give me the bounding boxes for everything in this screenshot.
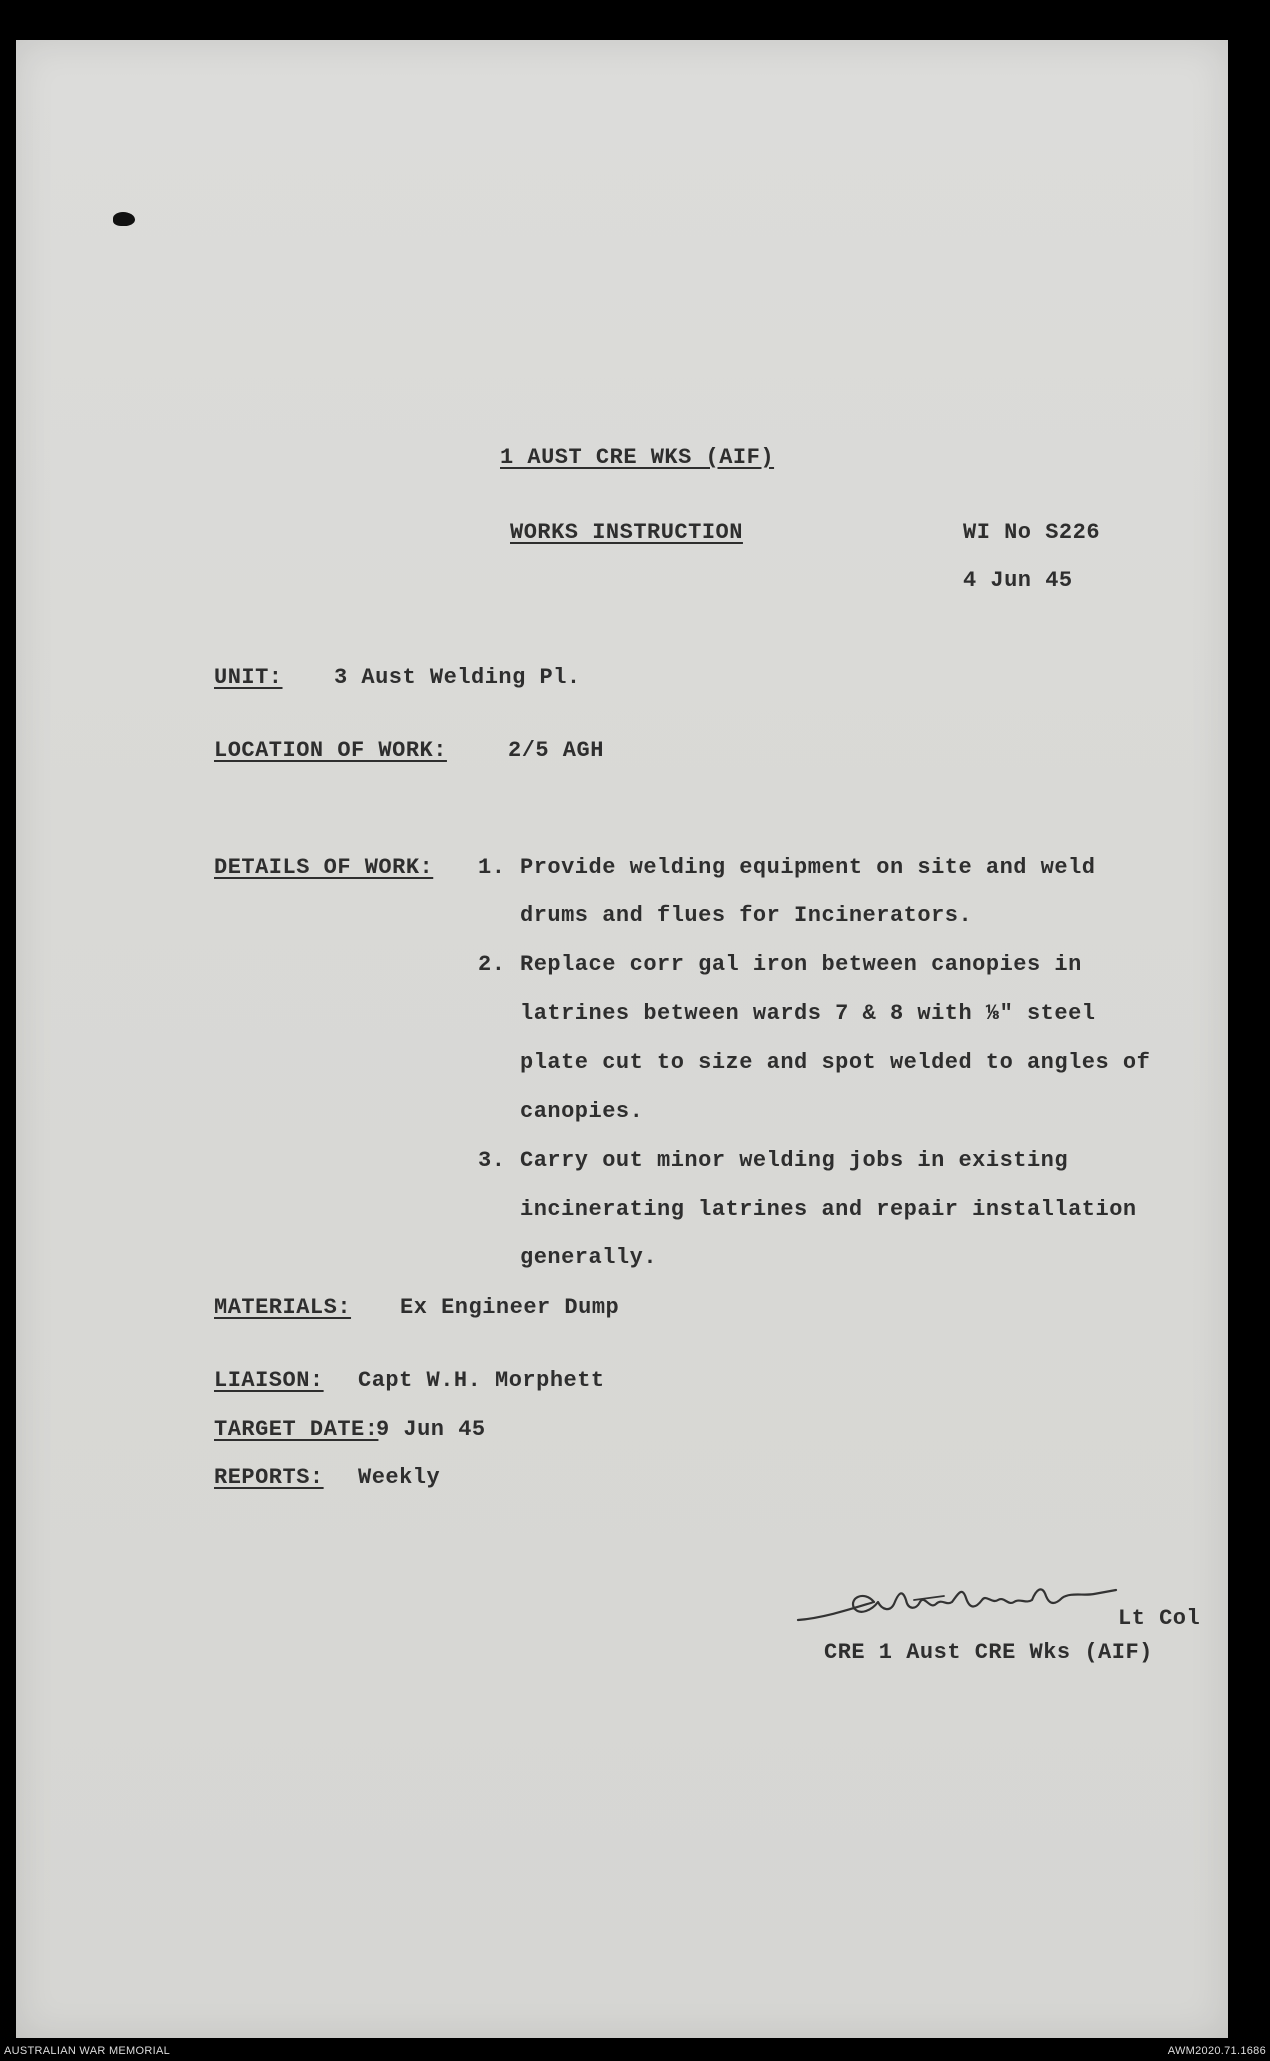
detail-item-line: generally. [520, 1245, 658, 1270]
detail-item-line: plate cut to size and spot welded to angles of [520, 1050, 1151, 1075]
reports-label: REPORTS: [214, 1465, 324, 1490]
detail-item-line: Carry out minor welding jobs in existing [520, 1148, 1069, 1173]
location-label: LOCATION OF WORK: [214, 738, 447, 763]
handwritten-signature [794, 1580, 1124, 1630]
detail-item-number: 1. [478, 855, 506, 880]
liaison-label: LIAISON: [214, 1368, 324, 1393]
detail-item-line: latrines between wards 7 & 8 with ⅛" steel [520, 1001, 1096, 1026]
detail-item-number: 2. [478, 952, 506, 977]
detail-item-line: incinerating latrines and repair installation [520, 1197, 1137, 1222]
reports-value: Weekly [358, 1465, 441, 1490]
footer-source: AUSTRALIAN WAR MEMORIAL [4, 2045, 171, 2057]
location-value: 2/5 AGH [508, 738, 604, 763]
detail-item-line: drums and flues for Incinerators. [520, 903, 973, 928]
detail-item-number: 3. [478, 1148, 506, 1173]
detail-item-line: canopies. [520, 1099, 644, 1124]
detail-item-line: Provide welding equipment on site and weld [520, 855, 1096, 880]
liaison-value: Capt W.H. Morphett [358, 1368, 605, 1393]
unit-label: UNIT: [214, 665, 283, 690]
materials-value: Ex Engineer Dump [400, 1295, 620, 1320]
details-label: DETAILS OF WORK: [214, 855, 434, 880]
target-date-value: 9 Jun 45 [376, 1417, 486, 1442]
unit-value: 3 Aust Welding Pl. [334, 665, 581, 690]
org-heading: 1 AUST CRE WKS (AIF) [500, 445, 775, 470]
signatory-rank: Lt Col [1118, 1606, 1201, 1631]
footer-accession-number: AWM2020.71.1686 [1167, 2045, 1266, 2057]
wi-number: WI No S226 [963, 520, 1101, 545]
document-page [16, 40, 1228, 2038]
punch-hole [113, 212, 135, 226]
signatory-title: CRE 1 Aust CRE Wks (AIF) [824, 1640, 1153, 1665]
document-date: 4 Jun 45 [963, 568, 1073, 593]
materials-label: MATERIALS: [214, 1295, 352, 1320]
target-date-label: TARGET DATE: [214, 1417, 379, 1442]
detail-item-line: Replace corr gal iron between canopies in [520, 952, 1082, 977]
document-title: WORKS INSTRUCTION [510, 520, 743, 545]
